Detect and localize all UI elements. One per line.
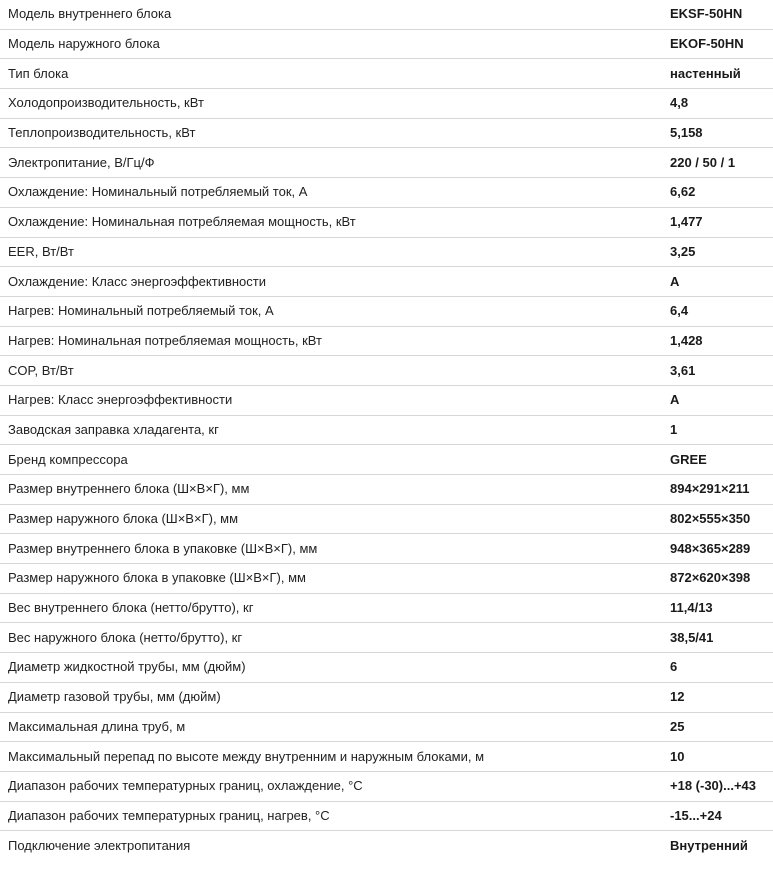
spec-label: COP, Вт/Вт <box>8 362 74 378</box>
spec-row <box>0 713 773 743</box>
spec-value: A <box>670 392 680 408</box>
spec-value: 10 <box>670 748 685 764</box>
spec-row <box>0 356 773 386</box>
spec-row <box>0 831 773 861</box>
spec-label: Охлаждение: Класс энергоэффективности <box>8 273 266 289</box>
spec-row <box>0 445 773 475</box>
spec-row <box>0 59 773 89</box>
spec-value: 11,4/13 <box>670 600 713 616</box>
spec-value: -15...+24 <box>670 807 722 823</box>
spec-value: 3,61 <box>670 362 696 378</box>
spec-value: +18 (-30)...+43 <box>670 778 756 794</box>
spec-row <box>0 178 773 208</box>
spec-row <box>0 742 773 772</box>
spec-row <box>0 475 773 505</box>
spec-value: 5,158 <box>670 125 703 141</box>
spec-row <box>0 0 773 30</box>
spec-label: Диаметр жидкостной трубы, мм (дюйм) <box>8 659 246 675</box>
spec-row <box>0 802 773 832</box>
spec-value: GREE <box>670 451 707 467</box>
spec-value: Внутренний <box>670 838 748 854</box>
spec-value: 38,5/41 <box>670 629 714 645</box>
spec-value: 220 / 50 / 1 <box>670 154 736 170</box>
spec-label: Вес наружного блока (нетто/брутто), кг <box>8 629 243 645</box>
spec-label: Заводская заправка хладагента, кг <box>8 421 219 437</box>
spec-row <box>0 327 773 357</box>
spec-value: 12 <box>670 689 685 705</box>
spec-row <box>0 148 773 178</box>
spec-value: A <box>670 273 680 289</box>
spec-label: Охлаждение: Номинальный потребляемый ток, А <box>8 184 308 200</box>
spec-row <box>0 564 773 594</box>
spec-label: Нагрев: Номинальная потребляемая мощность, кВт <box>8 332 322 348</box>
spec-value: 3,25 <box>670 243 696 259</box>
spec-value: 948×365×289 <box>670 540 751 556</box>
spec-value: 6,62 <box>670 184 696 200</box>
spec-row <box>0 683 773 713</box>
spec-row <box>0 297 773 327</box>
spec-value: 6 <box>670 659 678 675</box>
spec-label: Диапазон рабочих температурных границ, нагрев, °C <box>8 807 330 823</box>
spec-label: Размер наружного блока (Ш×В×Г), мм <box>8 511 239 527</box>
spec-row <box>0 89 773 119</box>
spec-label: Размер внутреннего блока в упаковке (Ш×В×Г), мм <box>8 540 318 556</box>
spec-value: 1,428 <box>670 332 703 348</box>
spec-value: 872×620×398 <box>670 570 751 586</box>
spec-label: Модель внутреннего блока <box>8 6 172 22</box>
spec-value: 1 <box>670 421 678 437</box>
spec-label: Вес внутреннего блока (нетто/брутто), кг <box>8 600 254 616</box>
spec-row <box>0 416 773 446</box>
spec-label: Максимальный перепад по высоте между внутренним и наружным блоками, м <box>8 748 485 764</box>
spec-label: Подключение электропитания <box>8 838 191 854</box>
spec-value: 25 <box>670 718 685 734</box>
spec-label: Теплопроизводительность, кВт <box>8 125 196 141</box>
spec-label: Холодопроизводительность, кВт <box>8 95 204 111</box>
spec-label: Максимальная длина труб, м <box>8 718 186 734</box>
spec-row <box>0 119 773 149</box>
spec-row <box>0 772 773 802</box>
spec-row <box>0 653 773 683</box>
spec-row <box>0 534 773 564</box>
spec-row <box>0 505 773 535</box>
spec-value: EKSF-50HN <box>670 6 743 22</box>
spec-value: EKOF-50HN <box>670 36 744 52</box>
spec-row <box>0 623 773 653</box>
spec-value: 894×291×211 <box>670 481 750 497</box>
spec-value: 1,477 <box>670 214 703 230</box>
spec-label: Бренд компрессора <box>8 451 128 467</box>
spec-row <box>0 267 773 297</box>
spec-label: Нагрев: Класс энергоэффективности <box>8 392 233 408</box>
spec-row <box>0 30 773 60</box>
spec-value: 802×555×350 <box>670 511 751 527</box>
spec-row <box>0 208 773 238</box>
spec-label: Модель наружного блока <box>8 36 160 52</box>
spec-value: 4,8 <box>670 95 689 111</box>
spec-row <box>0 594 773 624</box>
spec-label: Электропитание, В/Гц/Ф <box>8 154 155 170</box>
spec-row <box>0 238 773 268</box>
spec-label: EER, Вт/Вт <box>8 243 74 259</box>
spec-value: настенный <box>670 65 741 81</box>
spec-value: 6,4 <box>670 303 689 319</box>
spec-label: Диаметр газовой трубы, мм (дюйм) <box>8 689 221 705</box>
spec-label: Диапазон рабочих температурных границ, охлаждение, °C <box>8 778 363 794</box>
spec-label: Размер внутреннего блока (Ш×В×Г), мм <box>8 481 250 497</box>
spec-label: Размер наружного блока в упаковке (Ш×В×Г), мм <box>8 570 306 586</box>
spec-label: Охлаждение: Номинальная потребляемая мощность, кВт <box>8 214 356 230</box>
spec-label: Нагрев: Номинальный потребляемый ток, А <box>8 303 274 319</box>
spec-row <box>0 386 773 416</box>
spec-label: Тип блока <box>8 65 69 81</box>
